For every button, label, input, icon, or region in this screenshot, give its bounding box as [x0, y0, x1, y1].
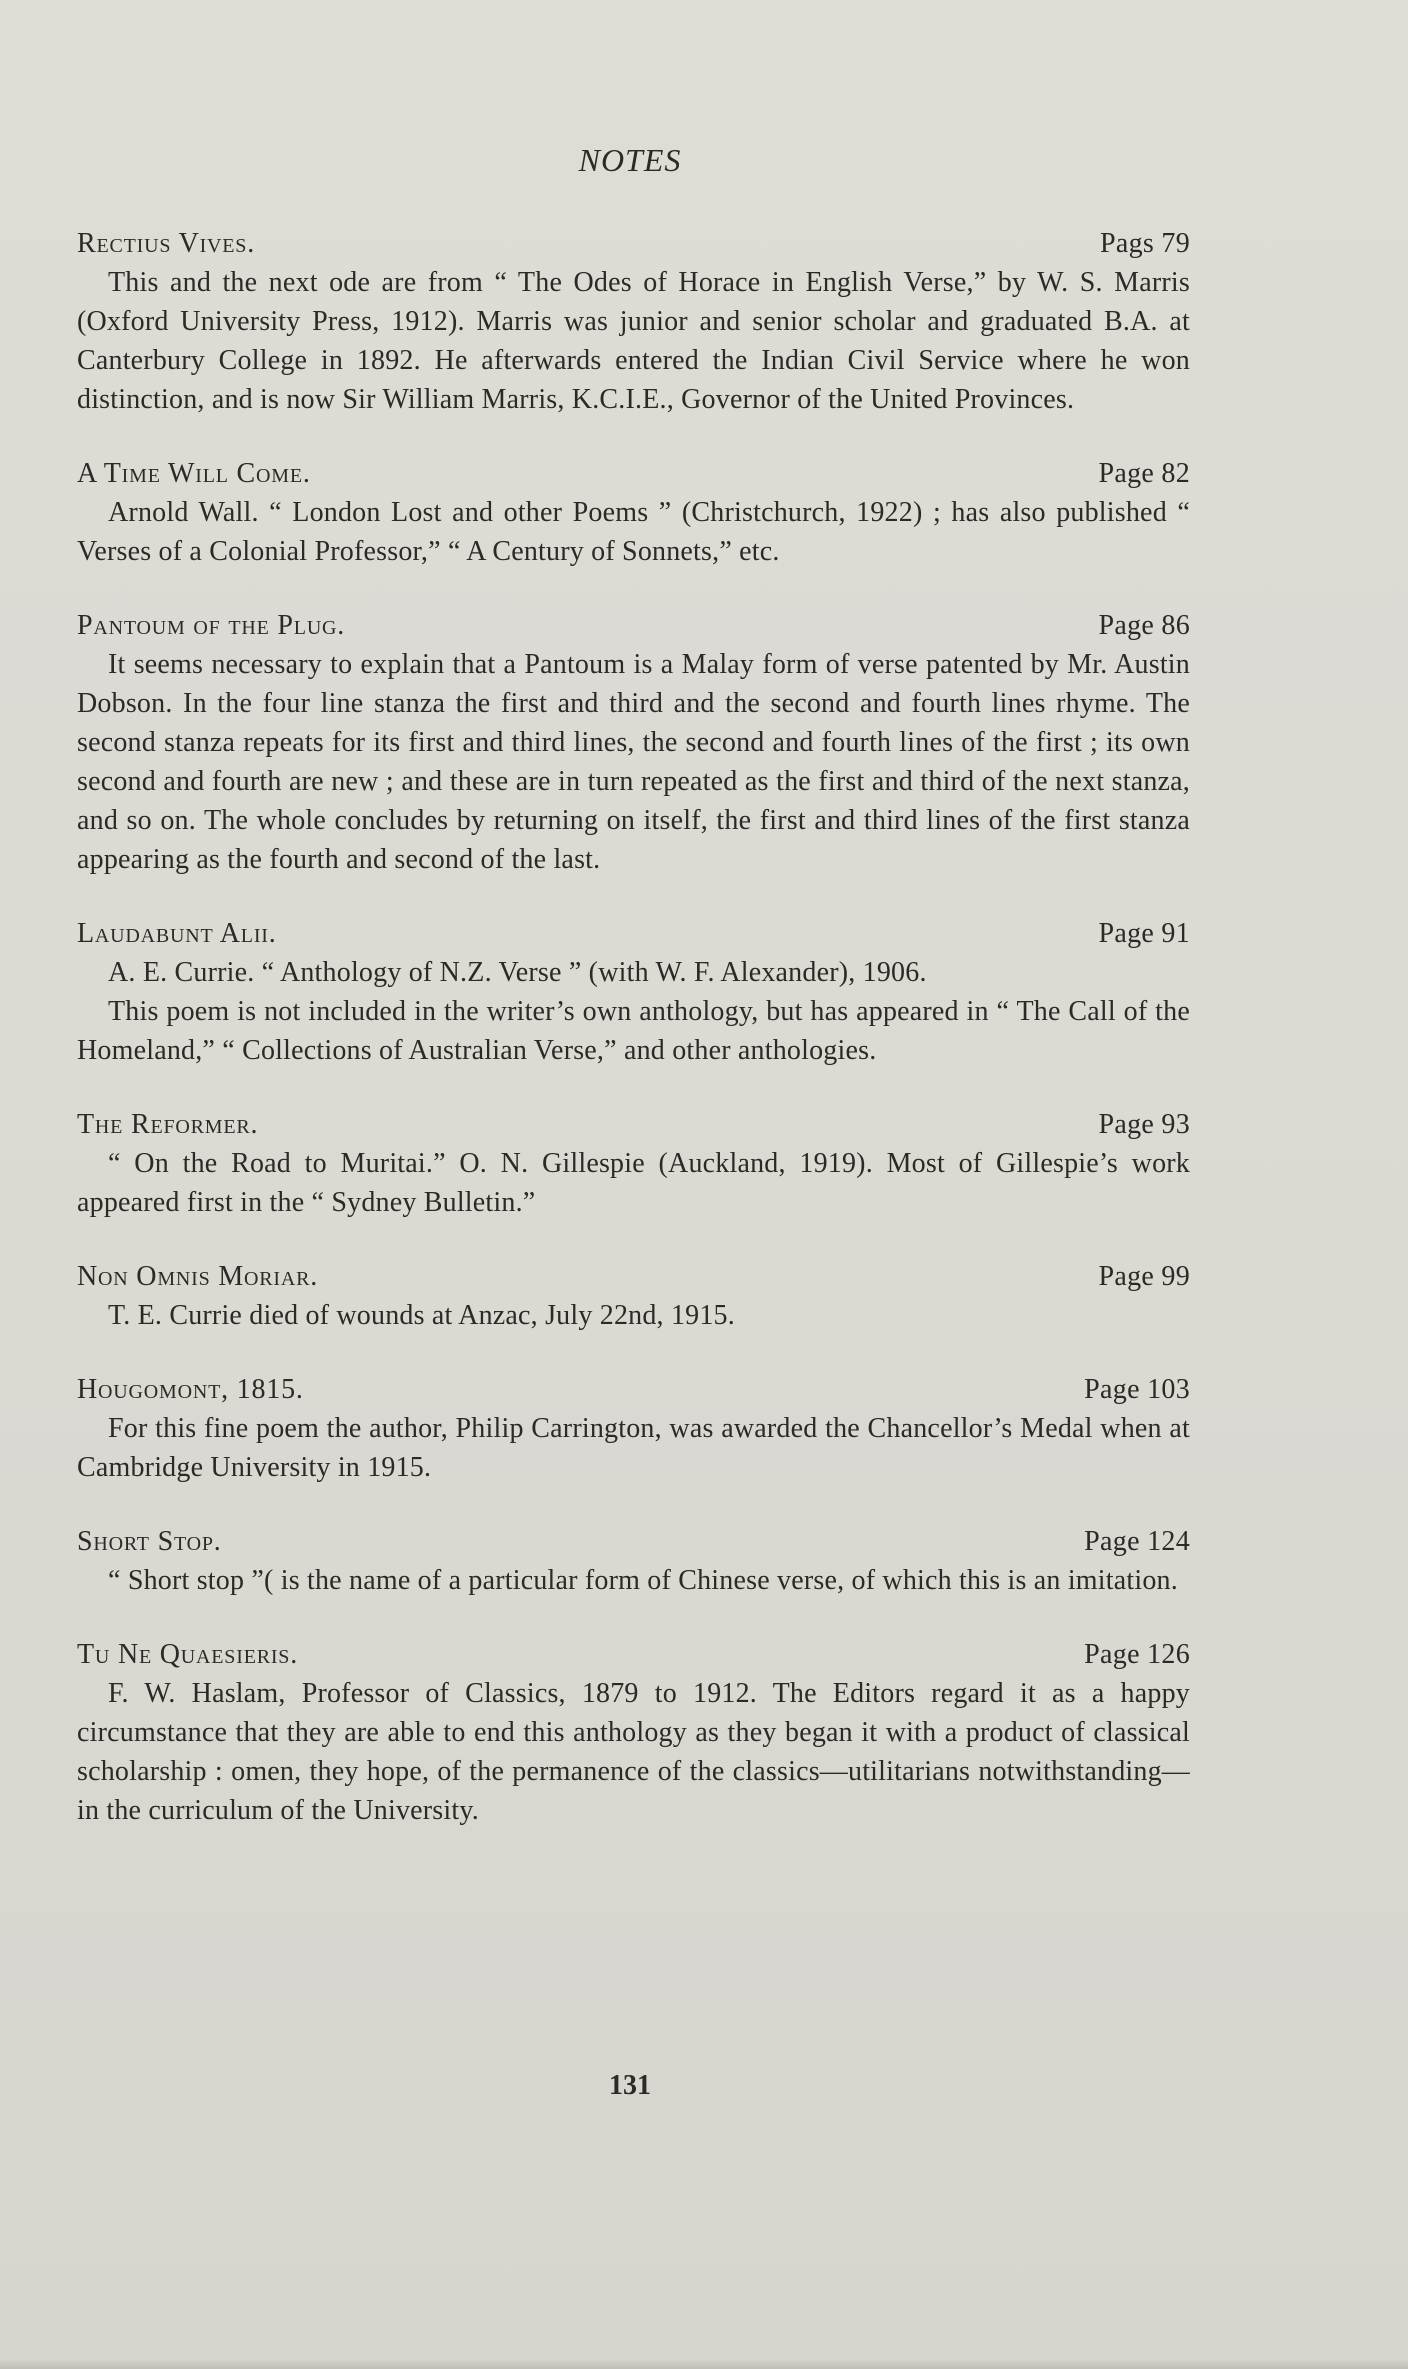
note-non-omnis-moriar: [77, 1258, 1190, 1335]
note-page-reference: Page 93: [1098, 1109, 1190, 1140]
note-body: [77, 645, 1190, 879]
note-paragraph: This and the next ode are from “ The Odes of Horace in English Verse,” by W. S. Marris (Oxford University Press, 1912). Marris was junior and senior scholar and graduated B.A. at Canterbury College in 1892. He afterwards entered the Indian Civil Service where he won distinction, and is now Sir William Marris, K.C.I.E., Governor of the United Provinces.: [77, 267, 1190, 415]
note-page-reference: Page 103: [1084, 1374, 1190, 1405]
note-header: [77, 1106, 1190, 1144]
note-short-stop: [77, 1523, 1190, 1600]
note-page-reference: Page 91: [1098, 918, 1190, 949]
note-header: [77, 1258, 1190, 1296]
note-body: [77, 1296, 1190, 1335]
notes-list: [77, 225, 1190, 1830]
note-page-reference: Page 124: [1084, 1526, 1190, 1557]
note-title: Hougomont, 1815.: [77, 1374, 304, 1405]
note-header: [77, 1523, 1190, 1561]
note-header: [77, 455, 1190, 493]
note-header: [77, 607, 1190, 645]
note-page-reference: Page 126: [1084, 1639, 1190, 1670]
note-body: [77, 1561, 1190, 1600]
note-body: [77, 953, 1190, 1070]
note-body: [77, 493, 1190, 571]
note-page-reference: Page 86: [1098, 610, 1190, 641]
note-title: Short Stop.: [77, 1526, 222, 1557]
note-title: Non Omnis Moriar.: [77, 1261, 319, 1292]
note-a-time-will-come: [77, 455, 1190, 571]
note-header: [77, 915, 1190, 953]
note-title: Rectius Vives.: [77, 228, 256, 259]
note-tu-ne-quaesieris: [77, 1636, 1190, 1830]
note-page-reference: Page 82: [1098, 458, 1190, 489]
page-number: 131: [609, 2070, 651, 2101]
note-title: Laudabunt Alii.: [77, 918, 277, 949]
note-the-reformer: [77, 1106, 1190, 1222]
note-paragraph: “ Short stop ”( is the name of a particular form of Chinese verse, of which this is an imitation.: [108, 1565, 1178, 1596]
note-page-reference: Page 99: [1098, 1261, 1190, 1292]
note-paragraph: “ On the Road to Muritai.” O. N. Gillespie (Auckland, 1919). Most of Gillespie’s work appeared first in the “ Sydney Bulletin.”: [77, 1148, 1190, 1218]
note-title: A Time Will Come.: [77, 458, 311, 489]
note-title: Pantoum of the Plug.: [77, 610, 346, 641]
note-body: [77, 1674, 1190, 1830]
note-rectius-vives: [77, 225, 1190, 419]
note-paragraph: It seems necessary to explain that a Pantoum is a Malay form of verse patented by Mr. Austin Dobson. In the four line stanza the first and third and the second and fourth lines rhyme. The second stanza repeats for its first and third lines, the second and fourth lines of the first ; its own second and fourth are new ; and these are in turn repeated as the first and third of the next stanza, and so on. The whole concludes by returning on itself, the first and third lines of the first stanza appearing as the fourth and second of the last.: [77, 649, 1190, 875]
note-body: [77, 1409, 1190, 1487]
note-laudabunt-alii: [77, 915, 1190, 1070]
note-page-reference: Pags 79: [1100, 228, 1190, 259]
note-body: [77, 1144, 1190, 1222]
page-title: NOTES: [578, 142, 682, 178]
note-title: Tu Ne Quaesieris.: [77, 1639, 299, 1670]
note-paragraph: Arnold Wall. “ London Lost and other Poems ” (Christchurch, 1922) ; has also published “ Verses of a Colonial Professor,” “ A Century of Sonnets,” etc.: [77, 497, 1190, 567]
note-pantoum-of-the-plug: [77, 607, 1190, 879]
note-hougomont-1815: [77, 1371, 1190, 1487]
note-header: [77, 1636, 1190, 1674]
note-title: The Reformer.: [77, 1109, 259, 1140]
note-paragraph: This poem is not included in the writer’s own anthology, but has appeared in “ The Call of the Homeland,” “ Collections of Australian Verse,” and other anthologies.: [77, 996, 1190, 1066]
note-header: [77, 1371, 1190, 1409]
note-paragraph: F. W. Haslam, Professor of Classics, 1879 to 1912. The Editors regard it as a happy circumstance that they are able to end this anthology as they began it with a product of classical scholarship : omen, they hope, of the permanence of the classics—utilitarians notwithstanding—in the curriculum of the University.: [77, 1678, 1190, 1826]
page-bottom-edge: [0, 2359, 1408, 2369]
note-header: [77, 225, 1190, 263]
note-body: [77, 263, 1190, 419]
note-paragraph: T. E. Currie died of wounds at Anzac, July 22nd, 1915.: [108, 1300, 735, 1331]
note-paragraph: For this fine poem the author, Philip Carrington, was awarded the Chancellor’s Medal when at Cambridge University in 1915.: [77, 1413, 1190, 1483]
note-paragraph: A. E. Currie. “ Anthology of N.Z. Verse ” (with W. F. Alexander), 1906.: [108, 957, 927, 988]
